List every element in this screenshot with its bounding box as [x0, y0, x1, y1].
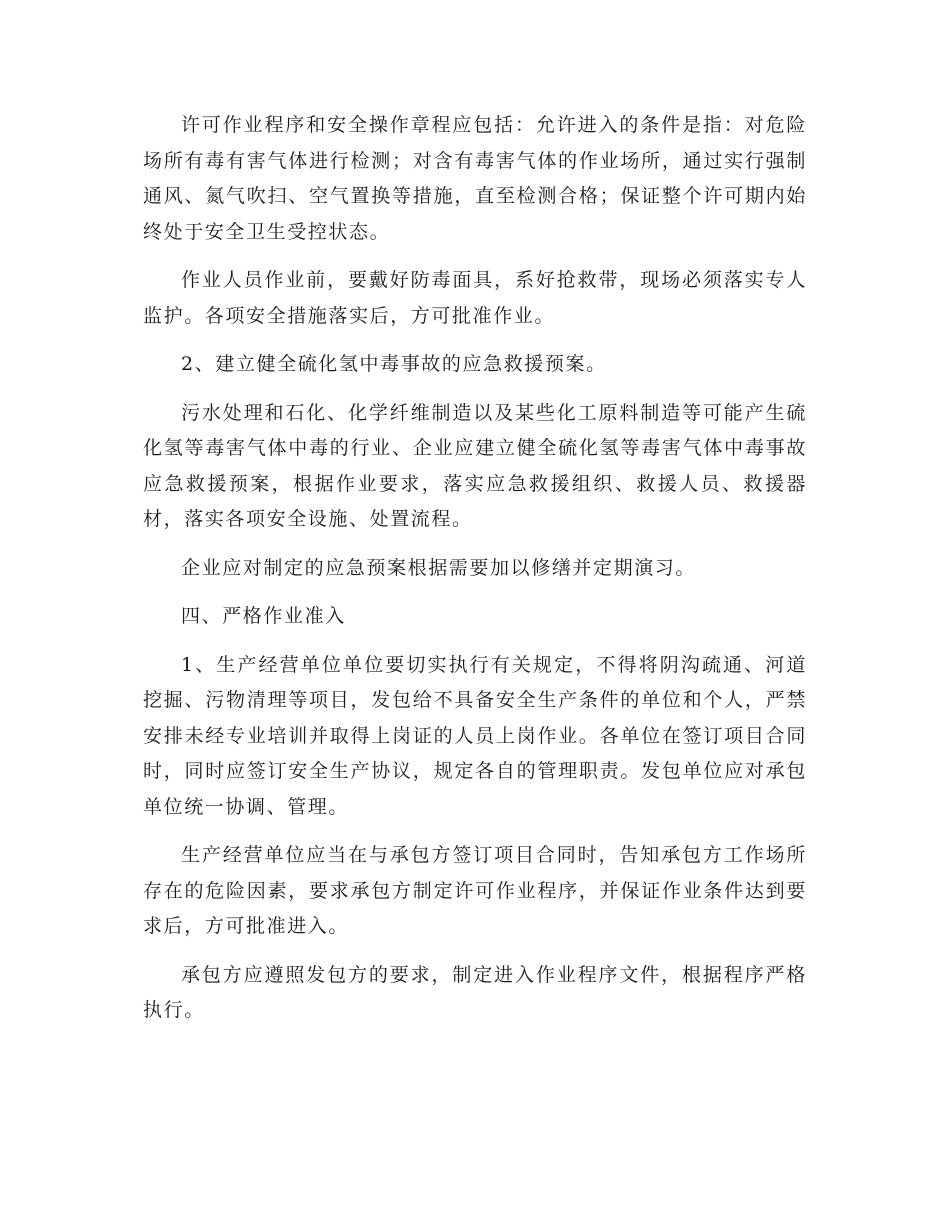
paragraph-hazard-notification: 生产经营单位应当在与承包方签订项目合同时，告知承包方工作场所存在的危险因素，要求承包方制定许可作业程序，并保证作业条件达到要求后，方可批准进入。	[143, 844, 807, 937]
paragraph-contracting-rules: 1、生产经营单位单位要切实执行有关规定，不得将阴沟疏通、河道挖掘、污物清理等项目，发包给不具备安全生产条件的单位和个人，严禁安排未经专业培训并取得上岗证的人员上岗作业。各单位在签订项目合同时，同时应签订安全生产协议，规定各自的管理职责。发包单位应对承包单位统一协调、管理。	[143, 653, 807, 818]
paragraph-emergency-plan-detail: 污水处理和石化、化学纤维制造以及某些化工原料制造等可能产生硫化氢等毒害气体中毒的行业、企业应建立健全硫化氢等毒害气体中毒事故应急救援预案，根据作业要求，落实应急救援组织、救援人员、救援器材，落实各项安全设施、处置流程。	[143, 401, 807, 530]
paragraph-permit-procedure: 许可作业程序和安全操作章程应包括：允许进入的条件是指：对危险场所有毒有害气体进行检测；对含有毒害气体的作业场所，通过实行强制通风、氮气吹扫、空气置换等措施，直至检测合格；保证整个许可期内始终处于安全卫生受控状态。	[143, 114, 807, 243]
heading-access-control: 四、严格作业准入	[181, 605, 346, 627]
paragraph-contractor-compliance: 承包方应遵照发包方的要求，制定进入作业程序文件，根据程序严格执行。	[143, 963, 807, 1021]
paragraph-drill: 企业应对制定的应急预案根据需要加以修缮并定期演习。	[181, 556, 697, 579]
paragraph-worker-protection: 作业人员作业前，要戴好防毒面具，系好抢救带，现场必须落实专人监护。各项安全措施落实后，方可批准作业。	[143, 269, 807, 327]
document-page	[143, 108, 807, 1042]
heading-emergency-plan: 2、建立健全硫化氢中毒事故的应急救援预案。	[181, 353, 607, 375]
